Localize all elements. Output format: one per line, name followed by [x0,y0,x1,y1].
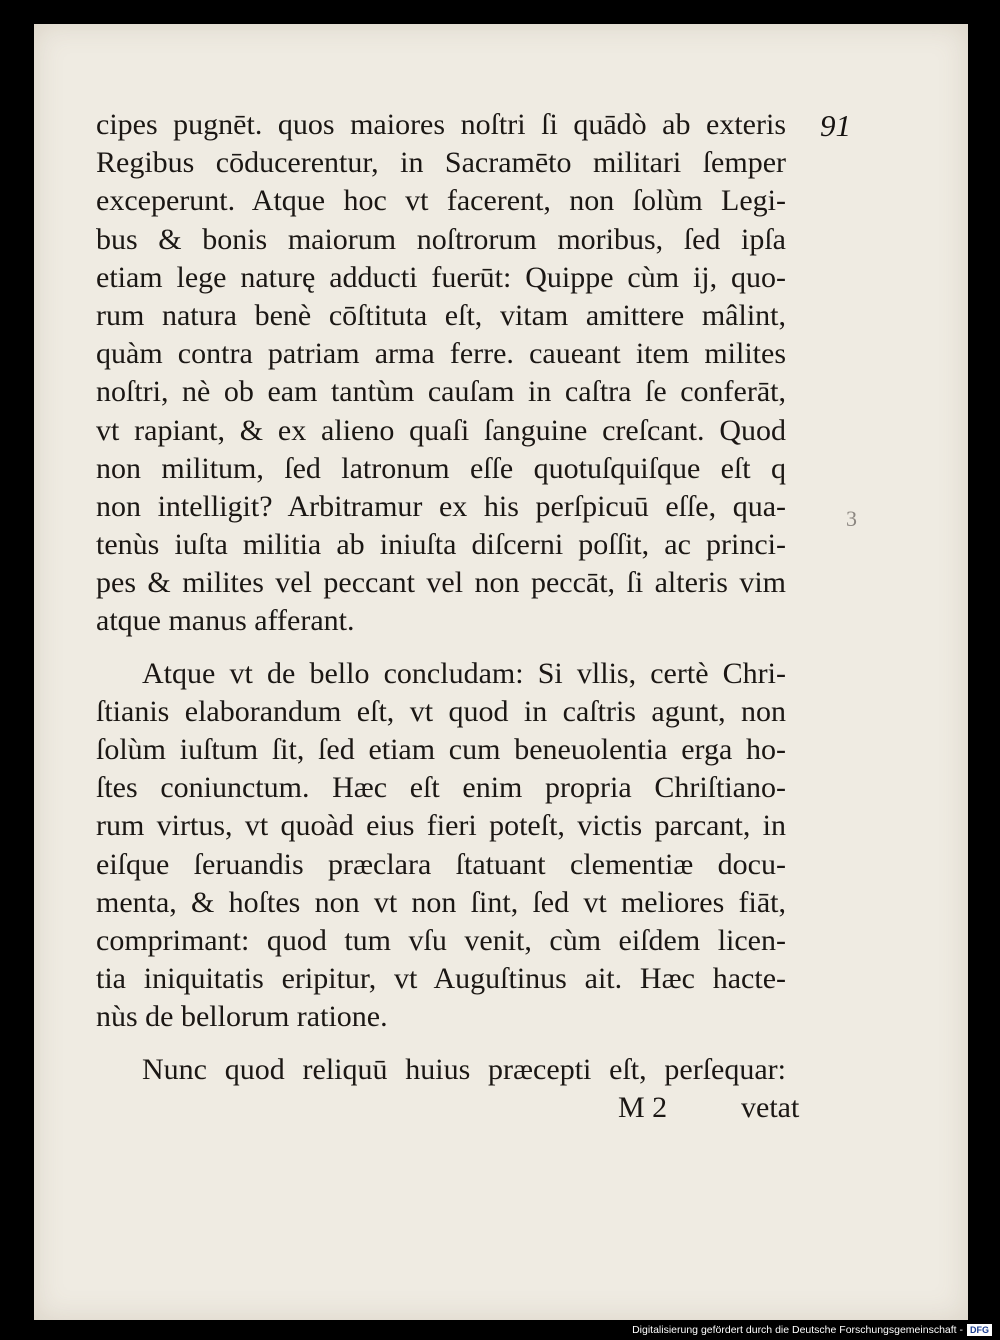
text-line: vt rapiant, & ex alieno quaſi ſanguine creſcant. Quod [96,413,786,447]
text-line: eiſque ſeruandis præclara ſtatuant clementiæ docu- [96,847,786,881]
text-line: non intelligit? Arbitramur ex his perſpicuū eſſe, qua- [96,489,786,523]
page-number: 91 [820,108,851,143]
catchword: vetat [741,1090,800,1124]
paragraph-gap [96,1037,786,1051]
text-line: pes & milites vel peccant vel non peccāt, ſi alteris vim [96,566,786,600]
text-line: rum natura benè cōſtituta eſt, vitam amittere mâlint, [96,298,786,332]
paragraph-gap [96,641,786,655]
page-text [96,106,800,1127]
text-line: ſolùm iuſtum ſit, ſed etiam cum beneuolentia erga ho- [96,733,786,766]
credit-text: Digitalisierung gefördert durch die Deutsche Forschungsgemeinschaft - [632,1324,963,1336]
text-line: exceperunt. Atque hoc vt facerent, non ſolùm Legi- [96,184,786,218]
text-line: tenùs iuſta militia ab iniuſta diſcerni poſſit, ac princi- [96,528,786,562]
text-line: Regibus cōducerentur, in Sacramēto militari ſemper [96,146,786,180]
margin-mark: 3 [846,506,857,531]
book-page [34,24,968,1320]
signature-mark: M 2 [618,1090,668,1124]
text-line: bus & bonis maiorum noſtrorum moribus, ſed ipſa [96,222,786,256]
text-line: quàm contra patriam arma ferre. caueant item milites [96,337,786,371]
digitization-credit [632,1322,992,1338]
text-line: nùs de bellorum ratione. [96,1000,388,1034]
text-line: atque manus afferant. [96,604,355,638]
dfg-logo: DFG [967,1324,992,1336]
text-line: non militum, ſed latronum eſſe quotuſquiſque eſt q [96,451,786,485]
text-line: cipes pugnēt. quos maiores noſtri ſi quādò ab exteris [96,108,786,141]
text-line: etiam lege naturę adducti fuerūt: Quippe cùm ij, quo- [96,260,786,294]
signature-line [96,1089,800,1127]
text-line: ſtes coniunctum. Hæc eſt enim propria Chriſtiano- [96,771,786,805]
text-line: Atque vt de bello concludam: Si vllis, certè Chri- [142,656,786,690]
text-line: tia iniquitatis eripitur, vt Auguſtinus ait. Hæc hacte- [96,962,786,996]
text-line: noſtri, nè ob eam tantùm cauſam in caſtra ſe conferāt, [96,375,786,409]
text-line: Nunc quod reliquū huius præcepti eſt, perſequar: [142,1052,786,1086]
text-line: ſtianis elaborandum eſt, vt quod in caſtris agunt, non [96,694,786,728]
text-line: comprimant: quod tum vſu venit, cùm eiſdem licen- [96,923,786,957]
text-line: rum virtus, vt quoàd eius fieri poteſt, victis parcant, in [96,809,786,843]
text-line: menta, & hoſtes non vt non ſint, ſed vt meliores fiāt, [96,885,786,919]
